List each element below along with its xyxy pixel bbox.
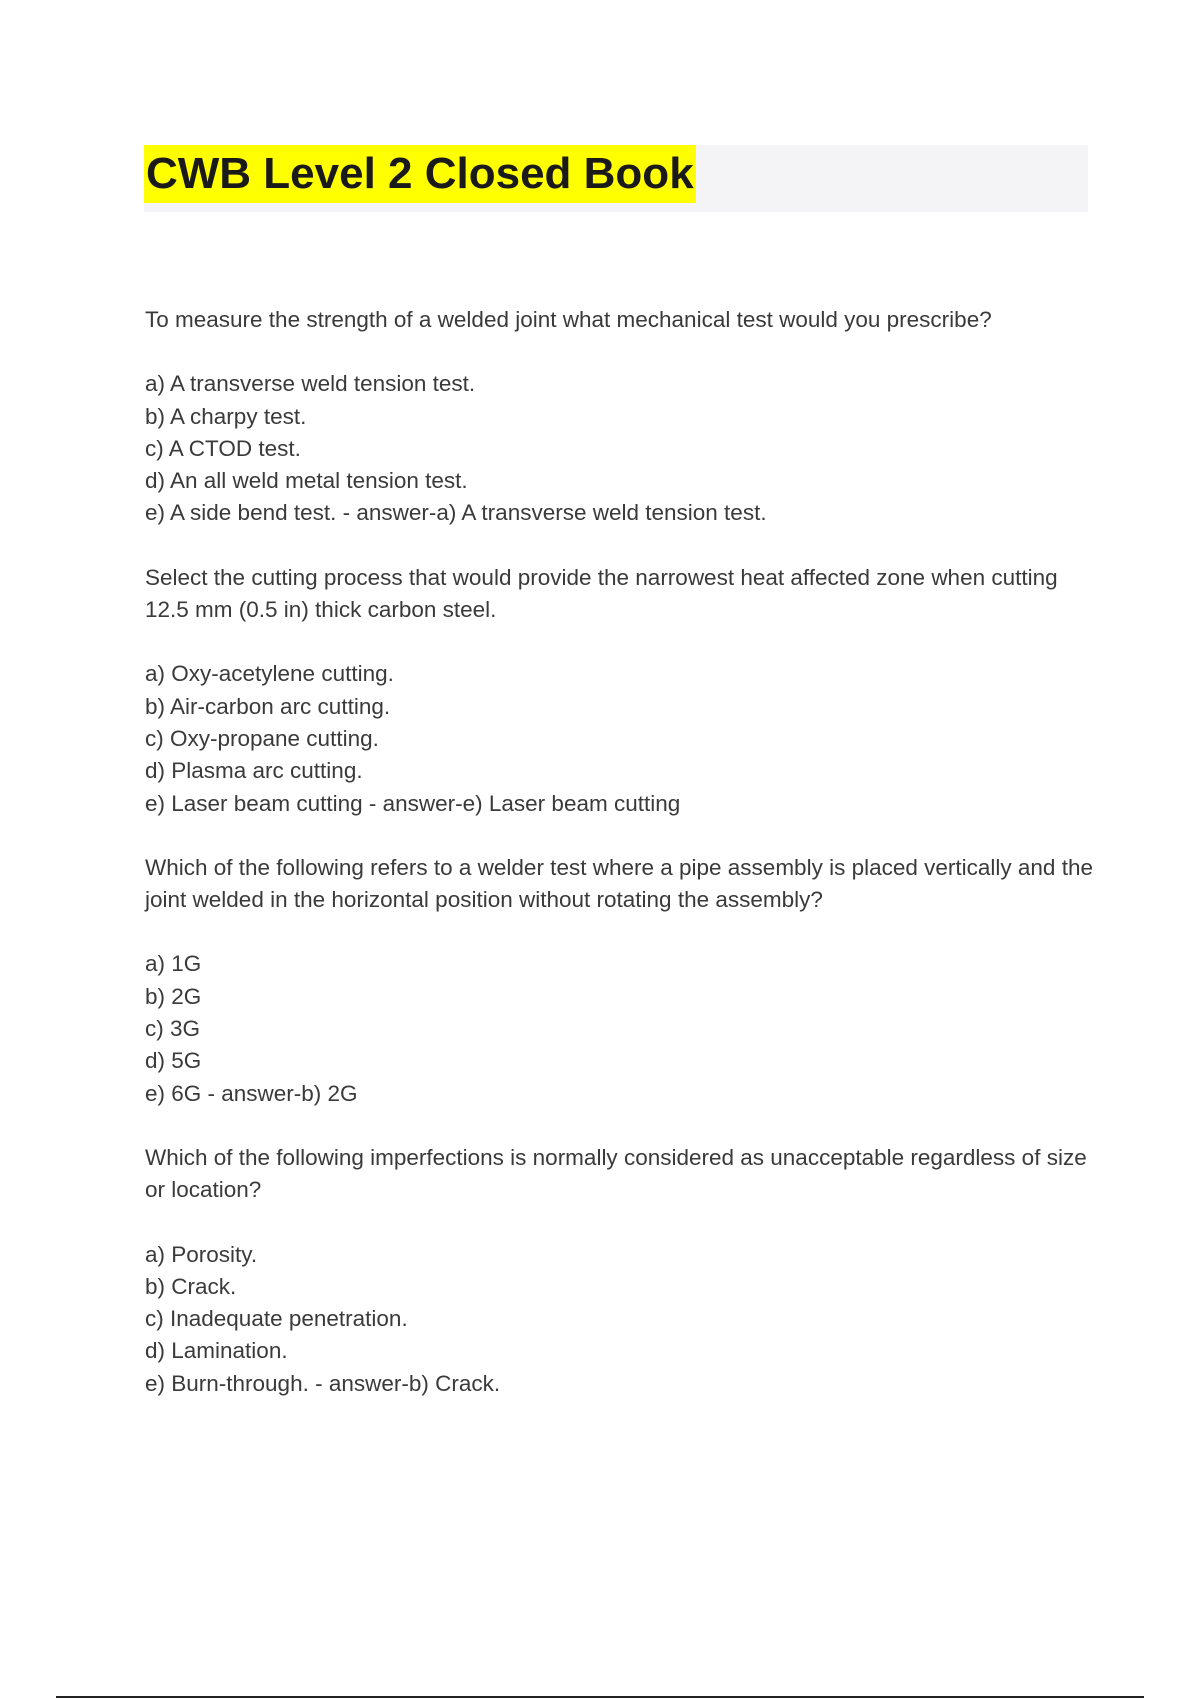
question-4 xyxy=(145,1142,1095,1400)
option-c: c) Oxy-propane cutting. xyxy=(145,725,379,751)
option-e-with-answer: e) Burn-through. - answer-b) Crack. xyxy=(145,1370,501,1396)
option-d: d) An all weld metal tension test. xyxy=(145,468,468,494)
question-list xyxy=(145,304,1095,1432)
question-text: Select the cutting process that would provide the narrowest heat affected zone when cutting 12.5 mm (0.5 in) thick carbon steel. xyxy=(145,564,1058,623)
option-b: b) Crack. xyxy=(145,1273,237,1299)
title-band xyxy=(144,145,1088,212)
question-2 xyxy=(145,562,1095,820)
question-3 xyxy=(145,852,1095,1110)
option-e-with-answer: e) 6G - answer-b) 2G xyxy=(145,1080,358,1106)
document-title: CWB Level 2 Closed Book xyxy=(144,145,696,203)
option-d: d) 5G xyxy=(145,1048,202,1074)
footer-divider xyxy=(56,1696,1144,1698)
option-a: a) Porosity. xyxy=(145,1241,258,1267)
option-a: a) 1G xyxy=(145,951,202,977)
option-d: d) Plasma arc cutting. xyxy=(145,758,363,784)
option-a: a) Oxy-acetylene cutting. xyxy=(145,661,394,687)
option-e-with-answer: e) Laser beam cutting - answer-e) Laser beam cutting xyxy=(145,790,681,816)
option-b: b) Air-carbon arc cutting. xyxy=(145,693,391,719)
question-text: To measure the strength of a welded joint what mechanical test would you prescribe? xyxy=(145,307,992,332)
option-c: c) Inadequate penetration. xyxy=(145,1306,408,1332)
option-e-with-answer: e) A side bend test. - answer-a) A transverse weld tension test. xyxy=(145,500,767,526)
option-c: c) A CTOD test. xyxy=(145,435,301,461)
option-c: c) 3G xyxy=(145,1016,201,1042)
option-b: b) A charpy test. xyxy=(145,403,307,429)
question-text: Which of the following refers to a welder test where a pipe assembly is placed vertically and the joint welded in the horizontal position without rotating the assembly? xyxy=(145,854,1093,913)
option-d: d) Lamination. xyxy=(145,1338,288,1364)
option-b: b) 2G xyxy=(145,983,202,1009)
question-1 xyxy=(145,304,1095,530)
question-text: Which of the following imperfections is normally considered as unacceptable regardless of size or location? xyxy=(145,1144,1087,1203)
option-a: a) A transverse weld tension test. xyxy=(145,371,476,397)
